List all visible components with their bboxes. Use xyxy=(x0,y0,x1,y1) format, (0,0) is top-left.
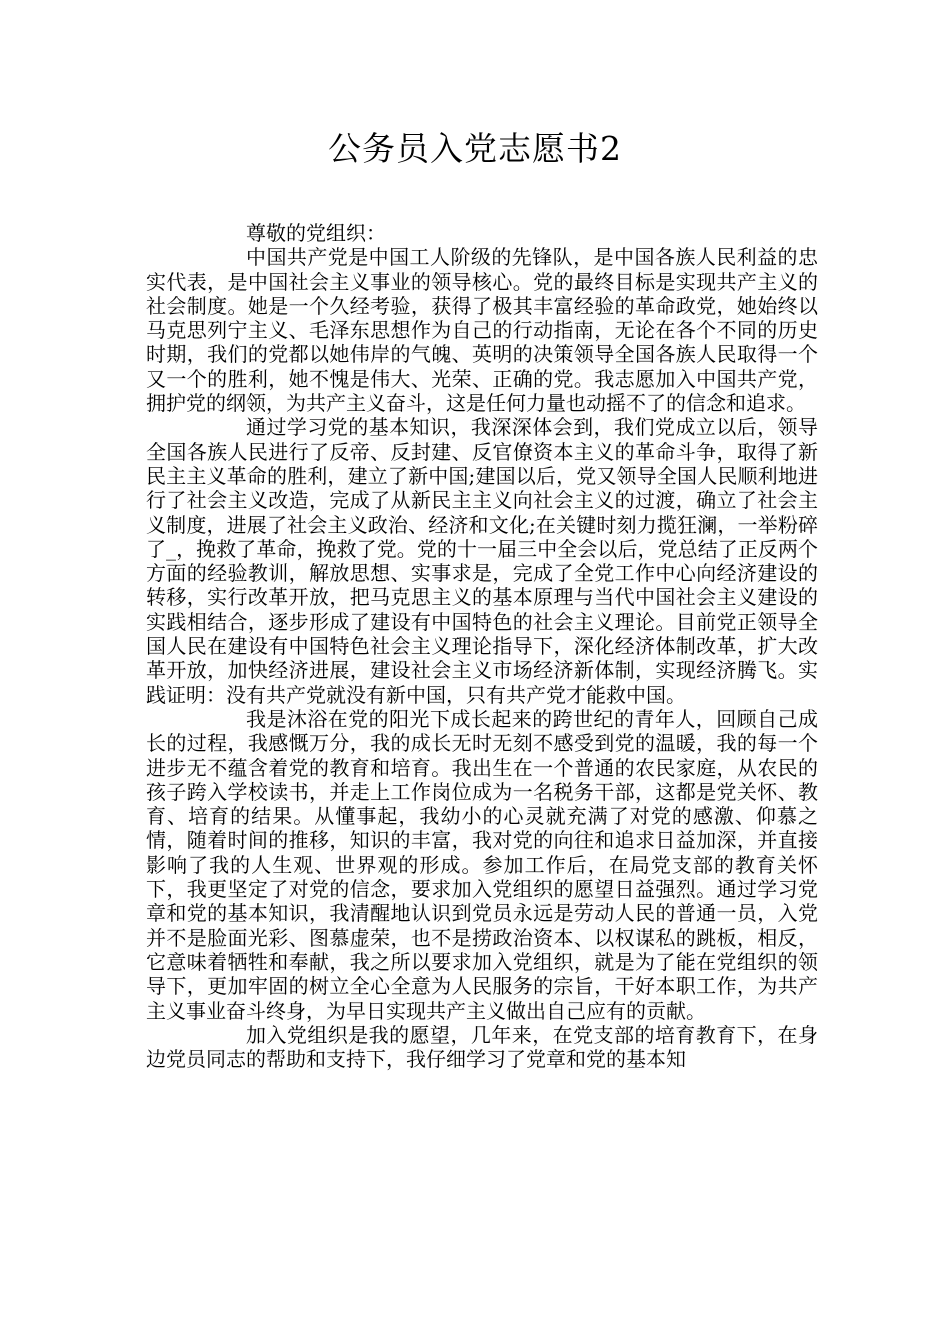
paragraph: 通过学习党的基本知识，我深深体会到，我们党成立以后，领导全国各族人民进行了反帝、反封建、反官僚资本主义的革命斗争，取得了新民主主义革命的胜利，建立了新中国;建国以后，党又领导全国人民顺利地进行了社会主义改造，完成了从新民主主义向社会主义的过渡，确立了社会主义制度，进展了社会主义政治、经济和文化;在关键时刻力揽狂澜，一举粉碎了_，挽救了革命，挽救了党。党的十一届三中全会以后，党总结了正反两个方面的经验教训，解放思想、实事求是，完成了全党工作中心向经济建设的转移，实行改革开放，把马克思主义的基本原理与当代中国社会主义建设的实践相结合，逐步形成了建设有中国特色的社会主义理论。目前党正领导全国人民在建设有中国特色社会主义理论指导下，深化经济体制改革，扩大改革开放，加快经济进展，建设社会主义市场经济新体制，实现经济腾飞。实践证明：没有共产党就没有新中国，只有共产党才能救中国。 xyxy=(146,415,818,707)
paragraph: 我是沐浴在党的阳光下成长起来的跨世纪的青年人，回顾自己成长的过程，我感慨万分，我的成长无时无刻不感受到党的温暖，我的每一个进步无不蕴含着党的教育和培育。我出生在一个普通的农民家庭，从农民的孩子跨入学校读书，并走上工作岗位成为一名税务干部，这都是党关怀、教育、培育的结果。从懂事起，我幼小的心灵就充满了对党的感激、仰慕之情，随着时间的推移，知识的丰富，我对党的向往和追求日益加深，并直接影响了我的人生观、世界观的形成。参加工作后，在局党支部的教育关怀下，我更坚定了对党的信念，要求加入党组织的愿望日益强烈。通过学习党章和党的基本知识，我清醒地认识到党员永远是劳动人民的普通一员，入党并不是脸面光彩、图慕虚荣，也不是捞政治资本、以权谋私的跳板，相反，它意味着牺牲和奉献，我之所以要求加入党组织，就是为了能在党组织的领导下，更加牢固的树立全心全意为人民服务的宗旨，干好本职工作，为共产主义事业奋斗终身，为早日实现共产主义做出自己应有的贡献。 xyxy=(146,706,818,1023)
salutation: 尊敬的党组织： xyxy=(246,221,386,245)
document-title: 公务员入党志愿书2 xyxy=(328,129,622,168)
paragraph: 加入党组织是我的愿望，几年来，在党支部的培育教育下，在身边党员同志的帮助和支持下，我仔细学习了党章和党的基本知 xyxy=(146,1022,818,1072)
paragraph: 中国共产党是中国工人阶级的先锋队，是中国各族人民利益的忠实代表，是中国社会主义事业的领导核心。党的最终目标是实现共产主义的社会制度。她是一个久经考验，获得了极其丰富经验的革命政党，她始终以马克思列宁主义、毛泽东思想作为自己的行动指南，无论在各个不同的历史时期，我们的党都以她伟岸的气魄、英明的决策领导全国各族人民取得一个又一个的胜利，她不愧是伟大、光荣、正确的党。我志愿加入中国共产党，拥护党的纲领，为共产主义奋斗，这是任何力量也动摇不了的信念和追求。 xyxy=(146,245,818,416)
document-body xyxy=(146,221,818,1071)
